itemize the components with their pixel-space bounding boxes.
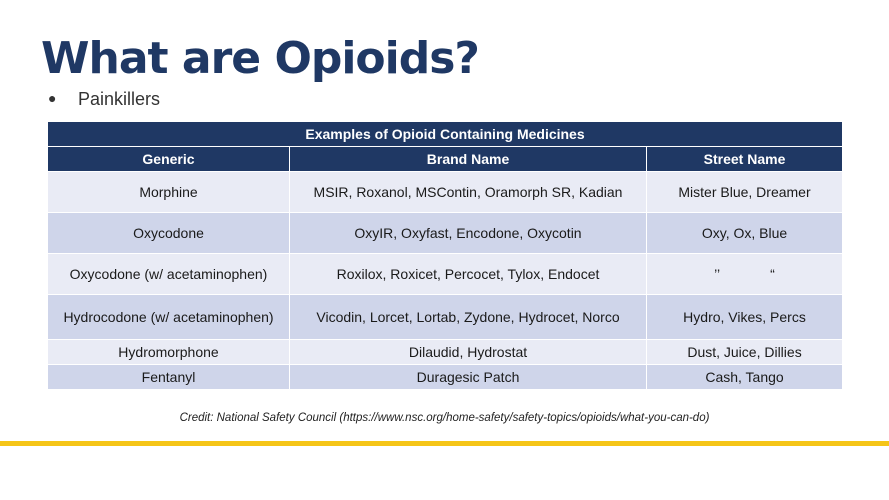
table-row — [48, 340, 843, 365]
cell-brand-name: Vicodin, Lorcet, Lortab, Zydone, Hydrocet, Norco — [290, 295, 647, 340]
source-credit: Credit: National Safety Council (https://www.nsc.org/home-safety/safety-topics/opioids/what-you-can-do) — [179, 412, 710, 424]
table-row — [48, 365, 843, 390]
table-row — [48, 172, 843, 213]
cell-generic: Hydrocodone (w/ acetaminophen) — [48, 295, 290, 340]
header-generic: Generic — [48, 147, 290, 172]
cell-street-name: Dust, Juice, Dillies — [647, 340, 843, 365]
table-header-row — [48, 147, 843, 172]
cell-generic: Fentanyl — [48, 365, 290, 390]
bullet-text: Painkillers — [78, 89, 161, 109]
bullet-list — [48, 86, 160, 111]
cell-brand-name: OxyIR, Oxyfast, Encodone, Oxycotin — [290, 213, 647, 254]
cell-generic: Hydromorphone — [48, 340, 290, 365]
bullet-dot-icon: ● — [48, 90, 57, 106]
cell-generic: Morphine — [48, 172, 290, 213]
cell-street-name: Mister Blue, Dreamer — [647, 172, 843, 213]
cell-street-name: Cash, Tango — [647, 365, 843, 390]
header-street-name: Street Name — [647, 147, 843, 172]
cell-generic: Oxycodone — [48, 213, 290, 254]
cell-brand-name: Duragesic Patch — [290, 365, 647, 390]
cell-generic: Oxycodone (w/ acetaminophen) — [48, 254, 290, 295]
table-caption-row — [48, 122, 843, 147]
table-row — [48, 295, 843, 340]
table-row — [48, 254, 843, 295]
opioid-medicines-table — [47, 121, 843, 390]
table-caption: Examples of Opioid Containing Medicines — [48, 122, 843, 147]
bullet-item — [48, 86, 160, 111]
cell-brand-name: Dilaudid, Hydrostat — [290, 340, 647, 365]
accent-divider — [0, 441, 889, 446]
cell-brand-name: Roxilox, Roxicet, Percocet, Tylox, Endocet — [290, 254, 647, 295]
header-brand-name: Brand Name — [290, 147, 647, 172]
cell-street-name: Oxy, Ox, Blue — [647, 213, 843, 254]
cell-street-name: Hydro, Vikes, Percs — [647, 295, 843, 340]
table-row — [48, 213, 843, 254]
cell-street-name: ’’ “ — [647, 254, 843, 295]
slide-title: What are Opioids? — [41, 33, 479, 84]
cell-brand-name: MSIR, Roxanol, MSContin, Oramorph SR, Kadian — [290, 172, 647, 213]
